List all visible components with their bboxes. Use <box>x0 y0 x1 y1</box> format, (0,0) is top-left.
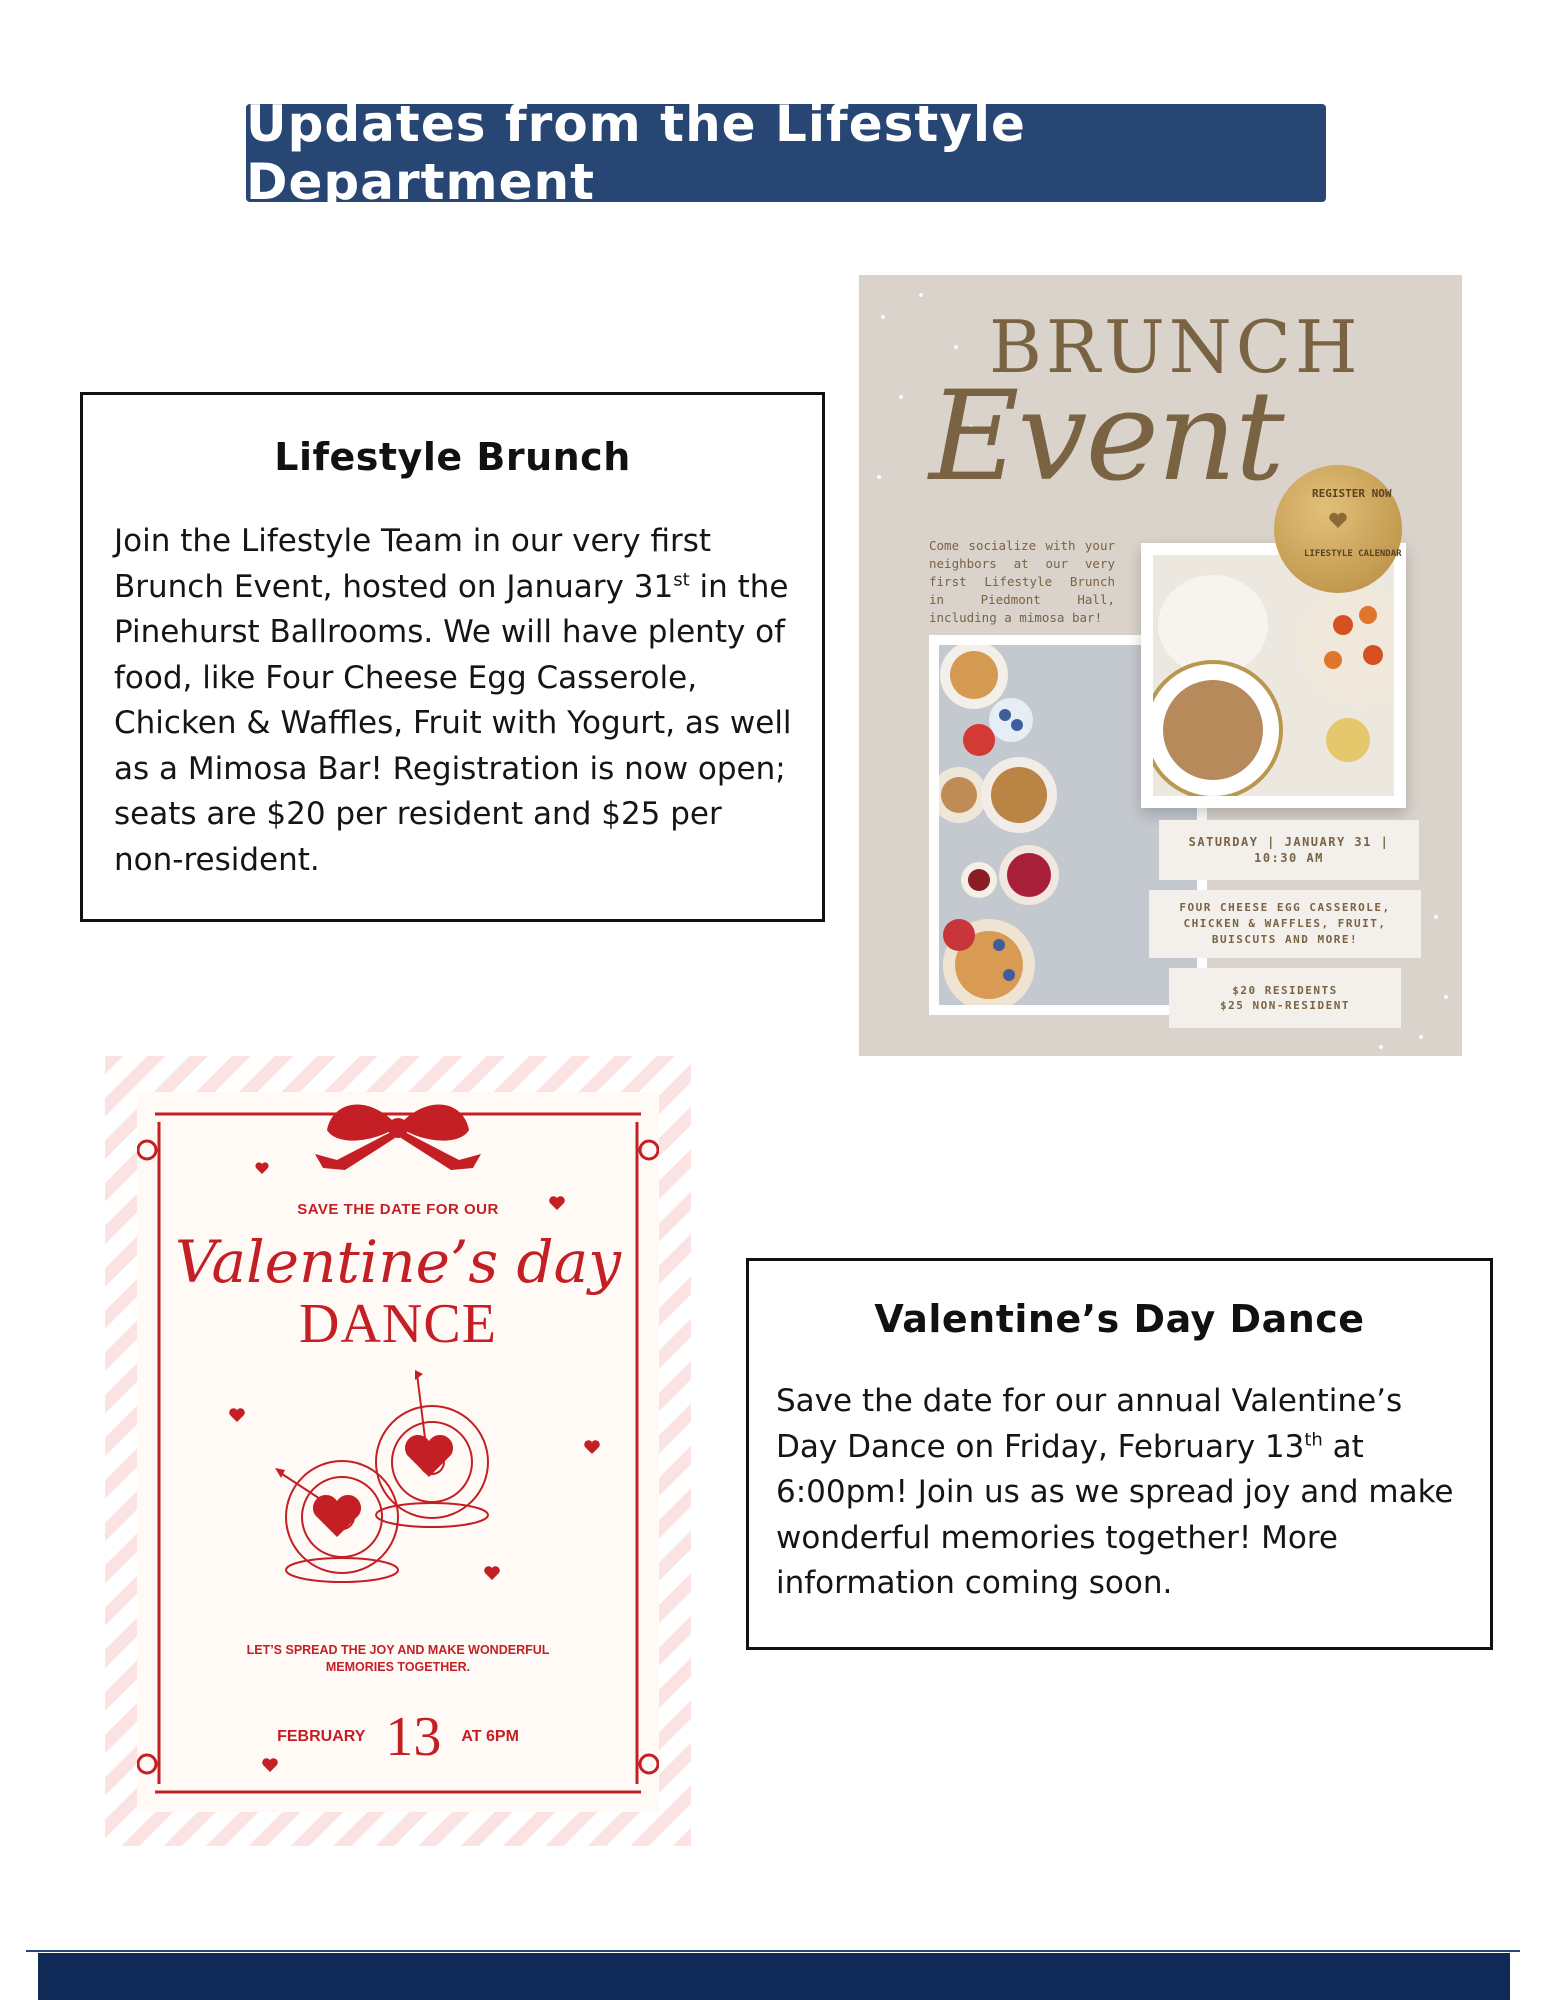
flyer-invite-text: Come socialize with your neighbors at our very first Lifestyle Brunch in Piedmont Hall, including a mimosa bar! <box>929 538 1115 625</box>
footer-rule <box>26 1950 1520 1952</box>
flyer-menu-line1: FOUR CHEESE EGG CASSEROLE, <box>1179 901 1391 914</box>
flyer-date-ribbon <box>1159 820 1419 880</box>
flyer-speck <box>919 293 923 297</box>
valentine-text-part2: at 6:00pm! Join us as we spread joy and make wonderful memories together! More information coming soon. <box>776 1428 1454 1601</box>
coffee-illustration <box>1153 555 1394 796</box>
valentine-month: FEBRUARY <box>277 1728 366 1745</box>
footer-bar <box>38 1953 1510 2000</box>
brunch-text-part1: Join the Lifestyle Team in our very first Brunch Event, hosted on January 31 <box>114 523 712 605</box>
valentine-frame-illustration <box>137 1092 659 1812</box>
flyer-price-ribbon <box>1169 968 1401 1028</box>
flyer-price-line2: $25 NON-RESIDENT <box>1220 999 1350 1012</box>
flyer-brunch-title: BRUNCH <box>989 305 1362 389</box>
flyer-speck <box>1434 915 1438 919</box>
valentine-time: AT 6PM <box>461 1728 519 1745</box>
valentine-spread-line1: LET’S SPREAD THE JOY AND MAKE WONDERFUL <box>246 1643 550 1657</box>
register-now-badge <box>1274 465 1402 593</box>
valentine-spread-line2: MEMORIES TOGETHER. <box>325 1660 471 1674</box>
flyer-speck <box>1444 995 1448 999</box>
flyer-speck <box>899 395 903 399</box>
badge-calendar-text: LIFESTYLE CALENDAR <box>1304 549 1402 559</box>
flyer-speck <box>881 315 885 319</box>
header-banner <box>246 95 1326 211</box>
brunch-title: Lifestyle Brunch <box>274 435 631 479</box>
valentine-text-sup: th <box>1304 1429 1323 1451</box>
flyer-date-line1: SATURDAY | JANUARY 31 | <box>1188 835 1390 849</box>
valentine-title: Valentine’s Day Dance <box>874 1297 1365 1341</box>
valentine-spread-joy-text <box>137 1642 659 1676</box>
flyer-price-line1: $20 RESIDENTS <box>1232 984 1338 997</box>
flyer-speck <box>1379 1045 1383 1049</box>
flyer-speck <box>1419 1035 1423 1039</box>
brunch-text-part2: in the Pinehurst Ballrooms. We will have plenty of food, like Four Cheese Egg Casserole, Chicken & Waffles, Fruit with Yogurt, as well as a Mimosa Bar! Registration is now open; seats are $20 per resident and $25 per non-resident. <box>114 568 792 878</box>
valentine-date-row <box>137 1705 659 1769</box>
valentine-flyer-card <box>137 1092 659 1812</box>
flyer-menu-ribbon <box>1149 890 1421 958</box>
valentine-flyer-image <box>105 1056 691 1846</box>
flyer-event-script: Event <box>929 365 1283 509</box>
valentine-day-number: 13 <box>385 1706 442 1768</box>
valentine-description <box>776 1379 1464 1607</box>
flyer-speck <box>954 345 958 349</box>
brunch-flyer-image <box>859 275 1462 1056</box>
flyer-date-line2: 10:30 AM <box>1254 851 1324 865</box>
brunch-info-box <box>80 392 825 922</box>
valentine-text-part1: Save the date for our annual Valentine’s Day Dance on Friday, February 13 <box>776 1383 1403 1465</box>
brunch-description <box>114 519 796 883</box>
flyer-menu-line2: CHICKEN & WAFFLES, FRUIT, <box>1183 917 1387 930</box>
valentine-save-date-text: SAVE THE DATE FOR OUR <box>297 1201 499 1218</box>
valentine-info-box <box>746 1258 1493 1650</box>
badge-register-text: REGISTER NOW <box>1312 487 1392 500</box>
valentine-script-title: Valentine’s day <box>174 1228 622 1296</box>
heart-icon <box>1328 511 1348 531</box>
flyer-speck <box>877 475 881 479</box>
flyer-menu-line3: BUISCUTS AND MORE! <box>1211 933 1359 946</box>
page-title: Updates from the Lifestyle Department <box>246 95 1026 211</box>
brunch-text-sup: st <box>673 569 690 591</box>
valentine-dance-title: DANCE <box>299 1293 497 1355</box>
